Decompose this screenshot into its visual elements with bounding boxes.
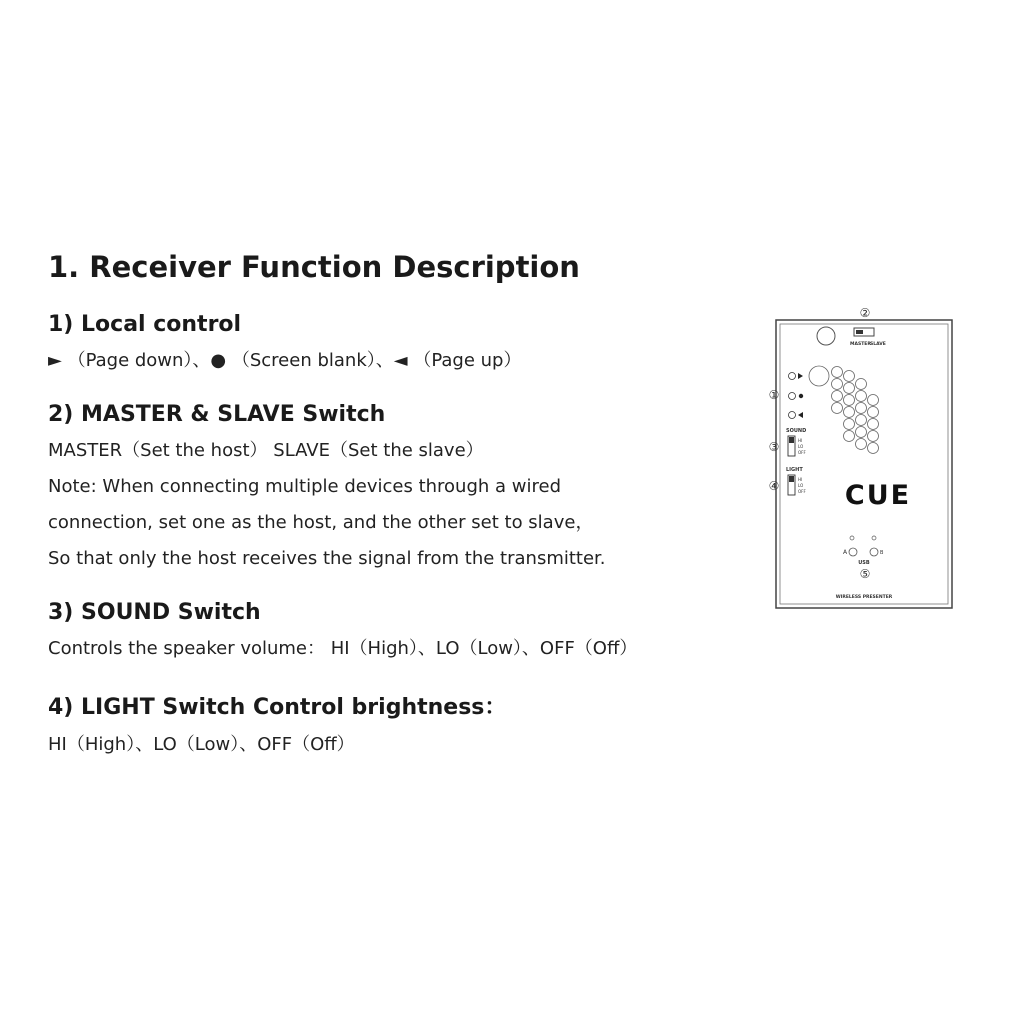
section-light-switch: [48, 690, 506, 763]
port-b-label: B: [880, 550, 884, 556]
section-line: Controls the speaker volume： HI（High）、LO（Low）、OFF（Off）: [48, 638, 638, 659]
light-lo: LO: [798, 483, 804, 488]
play-left-icon: [798, 412, 803, 418]
section-heading: 4) LIGHT Switch Control brightness：: [48, 695, 507, 720]
light-hi: HI: [798, 477, 803, 482]
port-a-label: A: [843, 549, 848, 556]
page-title: 1. Receiver Function Description: [48, 250, 580, 284]
light-label: LIGHT: [786, 467, 803, 473]
led-a: [850, 536, 854, 540]
sound-off: OFF: [798, 450, 806, 455]
section-line: So that only the host receives the signal from the transmitter.: [48, 548, 606, 569]
slave-label: SLAVE: [870, 342, 886, 347]
section-line: ► （Page down）、● （Screen blank）、◄ （Page up）: [48, 350, 522, 371]
dot-icon: [799, 394, 803, 398]
sound-switch-knob: [789, 437, 794, 443]
section-line: HI（High）、LO（Low）、OFF（Off）: [48, 734, 355, 755]
section-heading: 1) Local control: [48, 312, 242, 337]
brand-logo: CUE: [844, 480, 912, 511]
section-heading: 3) SOUND Switch: [48, 600, 261, 625]
receiver-diagram: [764, 304, 960, 616]
callout-5: ⑤: [859, 567, 871, 581]
section-local-control: [48, 312, 521, 379]
button-screen-blank: [789, 393, 796, 400]
section-heading: 2) MASTER & SLAVE Switch: [48, 402, 386, 427]
led-b: [872, 536, 876, 540]
section-line: connection, set one as the host, and the other set to slave，: [48, 512, 594, 533]
indicator-ring: [817, 327, 835, 345]
footer-label: WIRELESS PRESENTER: [835, 595, 893, 600]
callout-3: ③: [768, 440, 780, 454]
sound-lo: LO: [798, 444, 804, 449]
master-label: MASTER: [850, 342, 871, 347]
section-line: MASTER（Set the host） SLAVE（Set the slave）: [48, 440, 484, 461]
sound-label: SOUND: [786, 428, 807, 434]
section-sound-switch: [48, 600, 637, 667]
speaker-grille: [809, 366, 879, 454]
callout-1: ①: [768, 388, 780, 402]
section-master-slave: [48, 402, 606, 577]
port-b: [870, 548, 878, 556]
play-right-icon: [798, 373, 803, 379]
light-switch-knob: [789, 476, 794, 482]
callout-2: ②: [859, 306, 871, 320]
button-page-down: [789, 373, 796, 380]
usb-label: USB: [858, 560, 870, 566]
master-slave-knob: [856, 330, 863, 334]
sound-hi: HI: [798, 438, 803, 443]
button-page-up: [789, 412, 796, 419]
section-line: Note: When connecting multiple devices through a wired: [48, 476, 561, 497]
port-a: [849, 548, 857, 556]
callout-4: ④: [768, 479, 780, 493]
light-off: OFF: [798, 489, 806, 494]
